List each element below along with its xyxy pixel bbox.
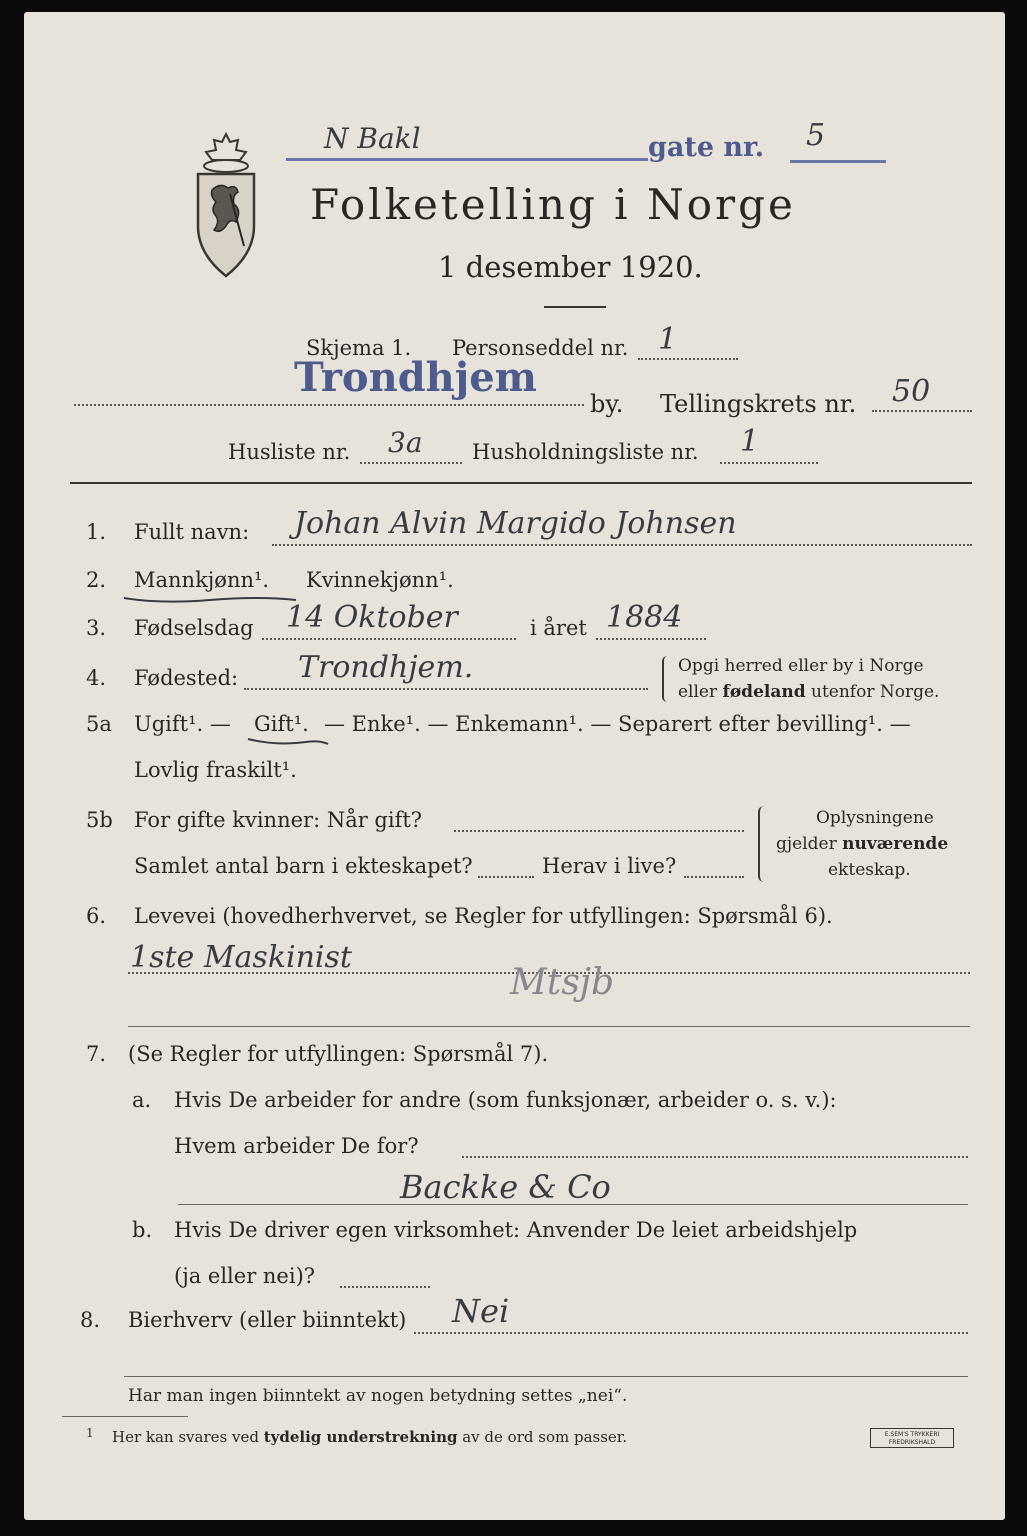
personseddel-label: Personseddel nr. [452, 336, 629, 360]
q6-answer: 1ste Maskinist [130, 940, 352, 975]
personseddel-value: 1 [658, 322, 678, 357]
q4-note-line1: Opgi herred eller by i Norge [678, 656, 924, 676]
gate-label: gate nr. [648, 132, 765, 163]
census-date: 1 desember 1920. [438, 250, 703, 284]
q8-label: Bierhverv (eller biinntekt) [128, 1308, 407, 1332]
q7a-letter: a. [132, 1088, 152, 1112]
header-separator [70, 482, 972, 484]
tellingskrets-value: 50 [892, 374, 931, 409]
q4-answer: Trondhjem. [298, 650, 474, 685]
q8-line2 [124, 1376, 968, 1377]
q5b-children-line [478, 876, 534, 878]
gate-number-handwritten: 5 [806, 118, 826, 153]
q5b-note-line3: ekteskap. [828, 860, 911, 880]
q2-male-option: Mannkjønn¹. [134, 568, 270, 592]
q5b-alive-line [684, 876, 744, 878]
printer-mark [870, 1428, 954, 1448]
q4-number: 4. [86, 666, 107, 690]
q1-answer: Johan Alvin Margido Johnsen [294, 506, 737, 541]
husliste-label: Husliste nr. [228, 440, 351, 464]
street-name-handwritten: N Bakl [324, 122, 421, 155]
q5a-fraskilt-option: Lovlig fraskilt¹. [134, 758, 297, 782]
tellingskrets-line [872, 410, 972, 412]
q3-year-label: i året [530, 616, 587, 640]
tellingskrets-label: Tellingskrets nr. [660, 390, 857, 418]
husliste-line [360, 462, 462, 464]
skjema-label: Skjema 1. [306, 336, 412, 360]
q7a-answer-line [178, 1204, 968, 1205]
q6-line2 [128, 1026, 970, 1027]
footer-note: Har man ingen biinntekt av nogen betydning settes „nei“. [128, 1386, 628, 1406]
q5a-ugift-option: Ugift¹. — [134, 712, 231, 736]
q3-day-line [262, 638, 516, 640]
street-line [286, 158, 648, 161]
q7a-answer: Backke & Co [400, 1168, 611, 1206]
census-form [24, 12, 1005, 1520]
q4-line [244, 688, 648, 690]
q3-label: Fødselsdag [134, 616, 254, 640]
q5a-gift-option: Gift¹. [254, 712, 309, 736]
q5a-other-options: — Enke¹. — Enkemann¹. — Separert efter bevilling¹. — [324, 712, 911, 736]
q7-number: 7. [86, 1042, 107, 1066]
q1-line [272, 544, 972, 546]
q8-number: 8. [80, 1308, 101, 1332]
by-label: by. [590, 390, 624, 418]
q6-number: 6. [86, 904, 107, 928]
q5b-when-line [454, 830, 744, 832]
city-stamp: Trondhjem [294, 354, 537, 401]
q2-underline-mark [120, 592, 300, 606]
q7b-line1: Hvis De driver egen virksomhet: Anvender De leiet arbeidshjelp [174, 1218, 858, 1242]
husholdning-label: Husholdningsliste nr. [472, 440, 699, 464]
q5b-number: 5b [86, 808, 113, 832]
q4-note-brace [662, 656, 672, 702]
q1-number: 1. [86, 520, 107, 544]
q5b-note-brace [758, 806, 770, 882]
q7b-line2: (ja eller nei)? [174, 1264, 316, 1288]
q7b-line-dots [340, 1286, 430, 1288]
q5b-label-when-married: For gifte kvinner: Når gift? [134, 808, 423, 832]
q7-label: (Se Regler for utfyllingen: Spørsmål 7). [128, 1042, 549, 1066]
husholdning-value: 1 [740, 424, 760, 459]
q3-number: 3. [86, 616, 107, 640]
q8-line [414, 1332, 968, 1334]
q5b-note-line2: gjelder nuværende [776, 834, 949, 854]
footnote-text: Her kan svares ved tydelig understrekning av de ord som passer. [112, 1428, 628, 1446]
husholdning-line [720, 462, 818, 464]
coat-of-arms-icon [190, 130, 262, 280]
q4-label: Fødested: [134, 666, 239, 690]
q4-note-line2: eller fødeland utenfor Norge. [678, 682, 940, 702]
q5a-number: 5a [86, 712, 112, 736]
title-divider [544, 306, 606, 308]
q5a-underline-mark [246, 734, 332, 748]
printer-line2: FREDRIKSHALD [888, 1439, 936, 1446]
city-line [74, 404, 584, 406]
personseddel-line [638, 358, 738, 360]
footnote-rule [62, 1416, 188, 1417]
printer-line1: E.SEM'S TRYKKERI [884, 1431, 940, 1438]
husliste-value: 3a [388, 426, 423, 459]
q2-female-option: Kvinnekjønn¹. [306, 568, 454, 592]
q3-year-line [596, 638, 706, 640]
q6-annotation: Mtsjb [510, 962, 615, 1003]
q5b-note-line1: Oplysningene [816, 808, 934, 828]
q3-answer-year: 1884 [606, 600, 683, 635]
q5b-label-alive: Herav i live? [542, 854, 677, 878]
q7a-line-dots [462, 1156, 968, 1158]
q1-label: Fullt navn: [134, 520, 250, 544]
q2-number: 2. [86, 568, 107, 592]
q3-answer-day: 14 Oktober [286, 600, 458, 635]
q6-label: Levevei (hovedherhvervet, se Regler for utfyllingen: Spørsmål 6). [134, 904, 833, 928]
q7a-line2: Hvem arbeider De for? [174, 1134, 419, 1158]
q7a-line1: Hvis De arbeider for andre (som funksjonær, arbeider o. s. v.): [174, 1088, 837, 1112]
form-title: Folketelling i Norge [310, 180, 796, 229]
q5b-label-children: Samlet antal barn i ekteskapet? [134, 854, 473, 878]
q7b-letter: b. [132, 1218, 153, 1242]
gate-number-line [790, 160, 886, 163]
footnote-mark: 1 [86, 1426, 94, 1440]
q8-answer: Nei [452, 1292, 510, 1330]
